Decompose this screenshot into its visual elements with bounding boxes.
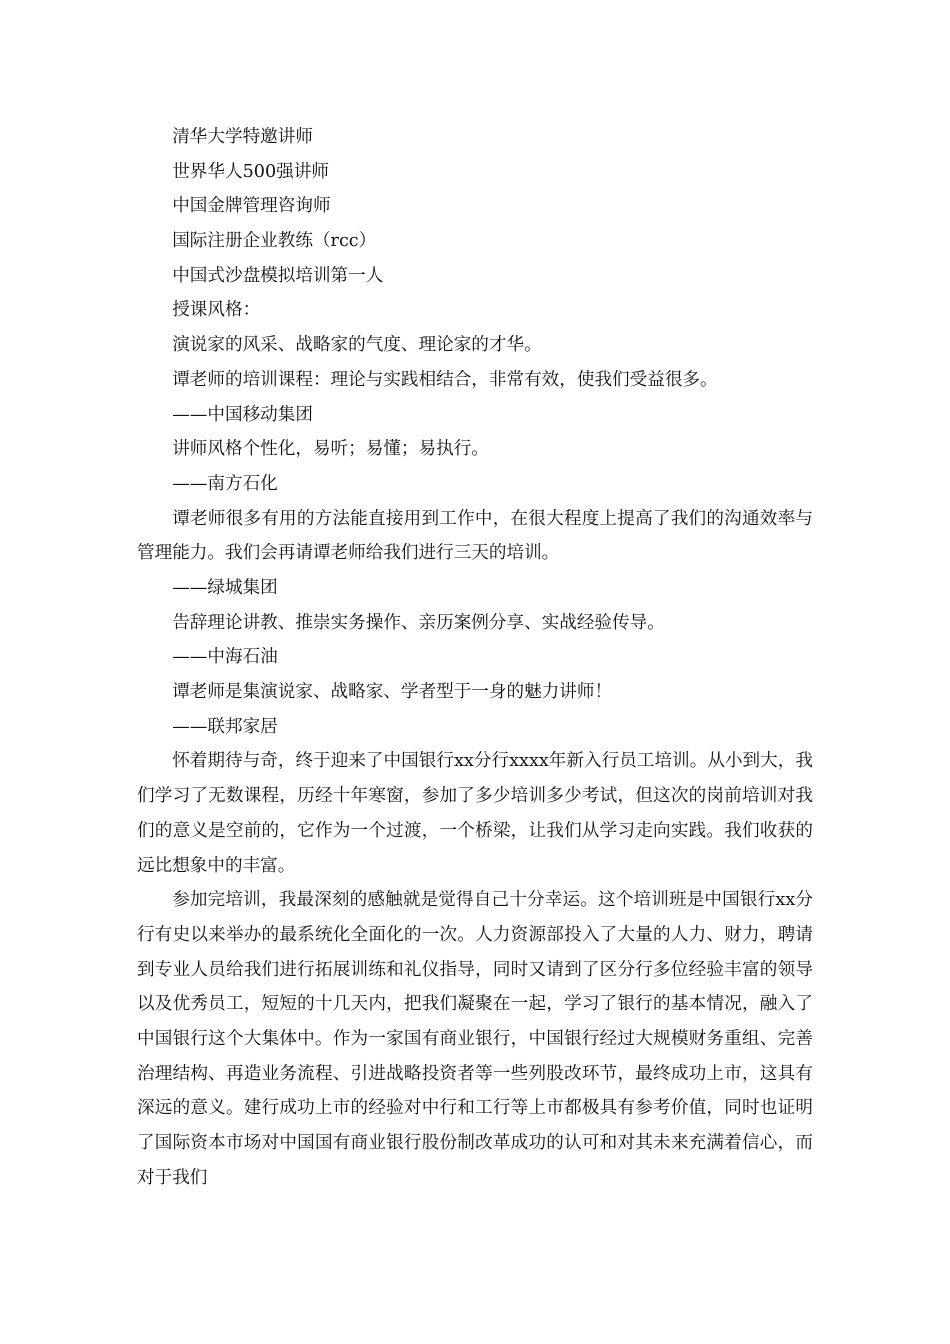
testimonial-source: ——中国移动集团 (172, 404, 313, 425)
testimonial-text: 谭老师的培训课程：理论与实践相结合，非常有效，使我们受益很多。 (172, 369, 718, 390)
credential-line: 中国式沙盘模拟培训第一人 (172, 265, 384, 286)
document-body (137, 120, 813, 1196)
testimonial-source: ——南方石化 (172, 473, 278, 494)
teaching-style-heading: 授课风格： (172, 300, 261, 321)
credential-line: 国际注册企业教练（rcc） (172, 231, 377, 252)
testimonial-text: 告辞理论讲教、推崇实务操作、亲历案例分享、实战经验传导。 (172, 612, 665, 633)
essay-paragraph: 怀着期待与奇，终于迎来了中国银行xx分行xxxx年新入行员工培训。从小到大，我们学习了无数课程，历经十年寒窗，参加了多少培训多少考试，但这次的岗前培训对我们的意义是空前的，它作为一个过渡，一个桥梁，让我们从学习走向实践。我们收获的远比想象中的丰富。 (137, 751, 813, 876)
credential-line: 世界华人500强讲师 (172, 161, 329, 182)
testimonial-text: 谭老师是集演说家、战略家、学者型于一身的魅力讲师！ (172, 682, 613, 703)
testimonial-paragraph: 谭老师很多有用的方法能直接用到工作中，在很大程度上提高了我们的沟通效率与管理能力。我们会再请谭老师给我们进行三天的培训。 (137, 508, 813, 564)
testimonial-source: ——绿城集团 (172, 577, 278, 598)
testimonial-source: ——联邦家居 (172, 716, 278, 737)
testimonial-source: ——中海石油 (172, 647, 278, 668)
credential-line: 清华大学特邀讲师 (172, 127, 313, 147)
essay-paragraph: 参加完培训，我最深刻的感触就是觉得自己十分幸运。这个培训班是中国银行xx分行有史以来举办的最系统化全面化的一次。人力资源部投入了大量的人力、财力，聘请到专业人员给我们进行拓展训练和礼仪指导，同时又请到了区分行多位经验丰富的领导以及优秀员工，短短的十几天内，把我们凝聚在一起，学习了银行的基本情况，融入了中国银行这个大集体中。作为一家国有商业银行，中国银行经过大规模财务重组、完善治理结构、再造业务流程、引进战略投资者等一些列股改环节，最终成功上市，这具有深远的意义。建行成功上市的经验对中行和工行等上市都极具有参考价值，同时也证明了国际资本市场对中国国有商业银行股份制改革成功的认可和对其未来充满着信心，而对于我们 (137, 890, 813, 1188)
credential-line: 中国金牌管理咨询师 (172, 196, 331, 217)
teaching-style-text: 演说家的风采、战略家的气度、理论家的才华。 (172, 335, 542, 356)
testimonial-text: 讲师风格个性化，易听；易懂；易执行。 (172, 439, 489, 460)
